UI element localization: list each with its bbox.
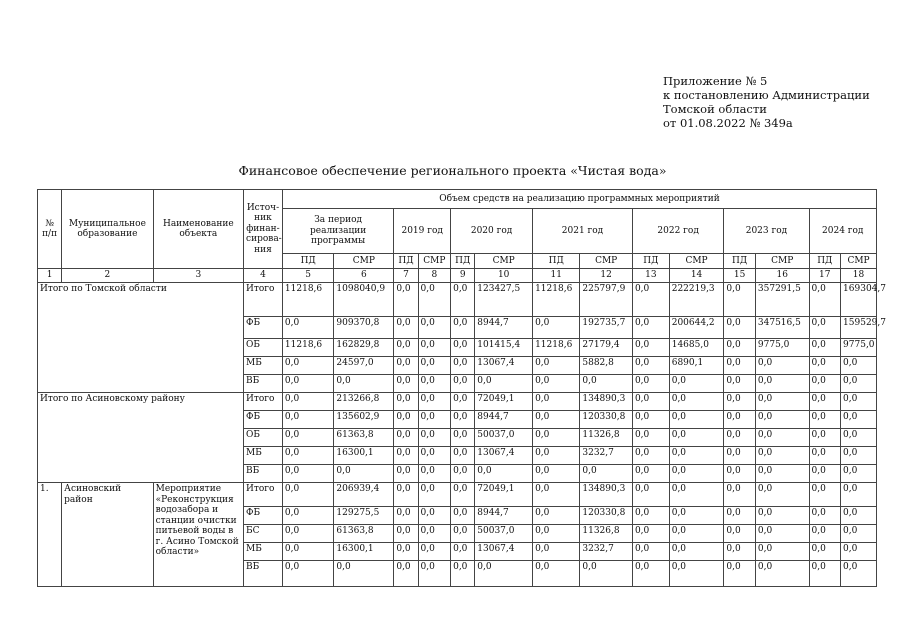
item-object: Мероприятие «Реконструкция водозабора и станции очистки питьевой воды в г. Асино Томской области» [153, 483, 243, 587]
appendix-line: Томской области [663, 102, 767, 116]
value-cell: 0,0 [394, 543, 418, 561]
value-cell: 0,0 [669, 543, 724, 561]
value-cell: 0,0 [282, 561, 334, 587]
value-cell: 3232,7 [580, 447, 633, 465]
value-cell: 8944,7 [475, 411, 533, 429]
value-cell: 0,0 [418, 447, 451, 465]
value-cell: 0,0 [841, 447, 877, 465]
value-cell: 0,0 [724, 543, 756, 561]
value-cell: 120330,8 [580, 411, 633, 429]
value-cell: 0,0 [475, 375, 533, 393]
value-cell: 0,0 [394, 411, 418, 429]
column-number: 16 [755, 269, 809, 283]
header-year: 2024 год [809, 209, 876, 254]
value-cell: 0,0 [451, 543, 475, 561]
value-cell: 9775,0 [755, 339, 809, 357]
header-pd: ПД [632, 254, 669, 269]
value-cell: 0,0 [724, 339, 756, 357]
funding-source: ФБ [244, 507, 283, 525]
value-cell: 0,0 [282, 483, 334, 507]
header-smr: СМР [755, 254, 809, 269]
table-row [38, 393, 877, 411]
value-cell: 0,0 [533, 317, 580, 339]
value-cell: 225797,9 [580, 283, 633, 317]
column-number: 11 [533, 269, 580, 283]
value-cell: 0,0 [533, 429, 580, 447]
value-cell: 27179,4 [580, 339, 633, 357]
column-number: 9 [451, 269, 475, 283]
value-cell: 0,0 [418, 561, 451, 587]
value-cell: 0,0 [809, 483, 841, 507]
value-cell: 16300,1 [334, 543, 394, 561]
value-cell: 0,0 [809, 507, 841, 525]
value-cell: 5882,8 [580, 357, 633, 375]
value-cell: 129275,5 [334, 507, 394, 525]
value-cell: 0,0 [632, 561, 669, 587]
value-cell: 0,0 [334, 465, 394, 483]
value-cell: 0,0 [451, 411, 475, 429]
value-cell: 357291,5 [755, 283, 809, 317]
column-number: 15 [724, 269, 756, 283]
value-cell: 0,0 [418, 357, 451, 375]
value-cell: 50037,0 [475, 429, 533, 447]
value-cell: 0,0 [724, 375, 756, 393]
value-cell: 0,0 [841, 411, 877, 429]
value-cell: 0,0 [755, 357, 809, 375]
value-cell: 0,0 [394, 483, 418, 507]
value-cell: 13067,4 [475, 357, 533, 375]
value-cell: 0,0 [632, 411, 669, 429]
value-cell: 0,0 [755, 447, 809, 465]
column-number: 18 [841, 269, 877, 283]
value-cell: 0,0 [809, 283, 841, 317]
value-cell: 0,0 [418, 507, 451, 525]
value-cell: 0,0 [809, 561, 841, 587]
value-cell: 200644,2 [669, 317, 724, 339]
value-cell: 0,0 [451, 393, 475, 411]
funding-source: Итого [244, 283, 283, 317]
value-cell: 0,0 [724, 507, 756, 525]
appendix-line: к постановлению Администрации [663, 88, 870, 102]
value-cell: 11218,6 [282, 283, 334, 317]
value-cell: 0,0 [580, 465, 633, 483]
value-cell: 0,0 [632, 429, 669, 447]
value-cell: 0,0 [451, 339, 475, 357]
value-cell: 0,0 [841, 375, 877, 393]
funding-source: ВБ [244, 465, 283, 483]
value-cell: 0,0 [282, 429, 334, 447]
value-cell: 8944,7 [475, 317, 533, 339]
value-cell: 0,0 [418, 525, 451, 543]
value-cell: 0,0 [724, 357, 756, 375]
value-cell: 0,0 [580, 375, 633, 393]
value-cell: 0,0 [282, 525, 334, 543]
value-cell: 13067,4 [475, 543, 533, 561]
value-cell: 0,0 [669, 483, 724, 507]
value-cell: 0,0 [724, 561, 756, 587]
value-cell: 0,0 [533, 543, 580, 561]
value-cell: 0,0 [334, 375, 394, 393]
value-cell: 0,0 [533, 393, 580, 411]
value-cell: 0,0 [632, 375, 669, 393]
value-cell: 72049,1 [475, 393, 533, 411]
value-cell: 0,0 [533, 507, 580, 525]
header-year: 2020 год [451, 209, 533, 254]
value-cell: 0,0 [724, 317, 756, 339]
value-cell: 0,0 [841, 525, 877, 543]
funding-source: Итого [244, 393, 283, 411]
value-cell: 101415,4 [475, 339, 533, 357]
value-cell: 0,0 [724, 283, 756, 317]
value-cell: 0,0 [841, 465, 877, 483]
value-cell: 0,0 [841, 357, 877, 375]
value-cell: 0,0 [632, 465, 669, 483]
header-smr: СМР [580, 254, 633, 269]
value-cell: 0,0 [809, 411, 841, 429]
value-cell: 0,0 [533, 465, 580, 483]
value-cell: 134890,3 [580, 393, 633, 411]
value-cell: 0,0 [809, 393, 841, 411]
value-cell: 9775,0 [841, 339, 877, 357]
value-cell: 0,0 [809, 317, 841, 339]
value-cell: 0,0 [841, 483, 877, 507]
header-pd: ПД [451, 254, 475, 269]
column-number: 3 [153, 269, 243, 283]
column-number: 7 [394, 269, 418, 283]
column-number: 5 [282, 269, 334, 283]
column-number: 12 [580, 269, 633, 283]
value-cell: 0,0 [282, 507, 334, 525]
value-cell: 0,0 [418, 429, 451, 447]
value-cell: 0,0 [475, 465, 533, 483]
column-number: 4 [244, 269, 283, 283]
value-cell: 0,0 [451, 525, 475, 543]
value-cell: 0,0 [533, 561, 580, 587]
value-cell: 16300,1 [334, 447, 394, 465]
value-cell: 0,0 [632, 525, 669, 543]
value-cell: 0,0 [724, 525, 756, 543]
funding-source: БС [244, 525, 283, 543]
value-cell: 0,0 [418, 393, 451, 411]
funding-source: ОБ [244, 429, 283, 447]
value-cell: 0,0 [533, 357, 580, 375]
column-number: 1 [38, 269, 62, 283]
value-cell: 0,0 [394, 447, 418, 465]
funding-source: МБ [244, 357, 283, 375]
value-cell: 0,0 [809, 543, 841, 561]
value-cell: 0,0 [632, 507, 669, 525]
column-number: 14 [669, 269, 724, 283]
item-municipality: Асиновский район [62, 483, 153, 587]
value-cell: 0,0 [282, 411, 334, 429]
value-cell: 0,0 [755, 465, 809, 483]
value-cell: 0,0 [669, 411, 724, 429]
funding-source: ФБ [244, 411, 283, 429]
value-cell: 11326,8 [580, 525, 633, 543]
header-smr: СМР [841, 254, 877, 269]
value-cell: 24597,0 [334, 357, 394, 375]
value-cell: 0,0 [724, 465, 756, 483]
value-cell: 0,0 [809, 447, 841, 465]
value-cell: 0,0 [533, 375, 580, 393]
value-cell: 0,0 [809, 339, 841, 357]
header-object: Наименование объекта [153, 190, 243, 269]
header-municipality: Муниципальное образование [62, 190, 153, 269]
funding-source: ВБ [244, 375, 283, 393]
column-number: 6 [334, 269, 394, 283]
value-cell: 0,0 [669, 561, 724, 587]
value-cell: 0,0 [632, 483, 669, 507]
value-cell: 0,0 [755, 429, 809, 447]
header-year: 2023 год [724, 209, 809, 254]
value-cell: 0,0 [755, 525, 809, 543]
value-cell: 0,0 [724, 429, 756, 447]
value-cell: 0,0 [669, 429, 724, 447]
value-cell: 909370,8 [334, 317, 394, 339]
value-cell: 11326,8 [580, 429, 633, 447]
value-cell: 61363,8 [334, 429, 394, 447]
column-number: 2 [62, 269, 153, 283]
header-year: 2022 год [632, 209, 723, 254]
value-cell: 0,0 [418, 483, 451, 507]
value-cell: 0,0 [334, 561, 394, 587]
value-cell: 0,0 [755, 393, 809, 411]
value-cell: 0,0 [282, 317, 334, 339]
value-cell: 0,0 [418, 465, 451, 483]
value-cell: 0,0 [755, 375, 809, 393]
value-cell: 0,0 [394, 317, 418, 339]
value-cell: 0,0 [394, 339, 418, 357]
header-pd: ПД [724, 254, 756, 269]
value-cell: 0,0 [451, 317, 475, 339]
value-cell: 0,0 [451, 283, 475, 317]
item-number: 1. [38, 483, 62, 587]
funding-source: МБ [244, 447, 283, 465]
header-pd: ПД [809, 254, 841, 269]
value-cell: 0,0 [669, 465, 724, 483]
value-cell: 123427,5 [475, 283, 533, 317]
value-cell: 192735,7 [580, 317, 633, 339]
value-cell: 0,0 [841, 429, 877, 447]
header-smr: СМР [475, 254, 533, 269]
value-cell: 0,0 [451, 447, 475, 465]
value-cell: 61363,8 [334, 525, 394, 543]
value-cell: 0,0 [632, 393, 669, 411]
value-cell: 50037,0 [475, 525, 533, 543]
header-volume: Объем средств на реализацию программных мероприятий [282, 190, 876, 209]
value-cell: 0,0 [451, 429, 475, 447]
value-cell: 0,0 [533, 411, 580, 429]
value-cell: 0,0 [632, 357, 669, 375]
value-cell: 0,0 [724, 393, 756, 411]
document-title: Финансовое обеспечение регионального проекта «Чистая вода» [238, 163, 667, 178]
value-cell: 213266,8 [334, 393, 394, 411]
appendix-line: Приложение № 5 [663, 74, 768, 88]
value-cell: 0,0 [451, 483, 475, 507]
table-row [38, 283, 877, 317]
value-cell: 0,0 [755, 411, 809, 429]
header-year: 2019 год [394, 209, 451, 254]
header-pd: ПД [394, 254, 418, 269]
value-cell: 0,0 [632, 543, 669, 561]
value-cell: 0,0 [451, 507, 475, 525]
value-cell: 0,0 [841, 561, 877, 587]
value-cell: 0,0 [533, 525, 580, 543]
value-cell: 206939,4 [334, 483, 394, 507]
value-cell: 0,0 [394, 507, 418, 525]
value-cell: 0,0 [418, 339, 451, 357]
header-pd: ПД [282, 254, 334, 269]
header-smr: СМР [418, 254, 451, 269]
value-cell: 0,0 [282, 357, 334, 375]
value-cell: 0,0 [755, 561, 809, 587]
column-number: 17 [809, 269, 841, 283]
value-cell: 0,0 [809, 465, 841, 483]
value-cell: 0,0 [632, 283, 669, 317]
value-cell: 0,0 [755, 483, 809, 507]
value-cell: 159529,7 [841, 317, 877, 339]
value-cell: 8944,7 [475, 507, 533, 525]
value-cell: 0,0 [282, 447, 334, 465]
value-cell: 0,0 [632, 317, 669, 339]
header-pd: ПД [533, 254, 580, 269]
value-cell: 0,0 [724, 447, 756, 465]
value-cell: 11218,6 [533, 283, 580, 317]
funding-source: Итого [244, 483, 283, 507]
header-period: За период реализации программы [282, 209, 393, 254]
value-cell: 0,0 [724, 411, 756, 429]
value-cell: 135602,9 [334, 411, 394, 429]
value-cell: 0,0 [669, 393, 724, 411]
value-cell: 0,0 [669, 507, 724, 525]
value-cell: 0,0 [394, 525, 418, 543]
value-cell: 0,0 [669, 447, 724, 465]
header-year: 2021 год [533, 209, 633, 254]
funding-source: ВБ [244, 561, 283, 587]
funding-source: МБ [244, 543, 283, 561]
group-label: Итого по Асиновскому району [38, 393, 244, 483]
value-cell: 169304,7 [841, 283, 877, 317]
value-cell: 0,0 [841, 507, 877, 525]
value-cell: 0,0 [669, 375, 724, 393]
value-cell: 0,0 [841, 543, 877, 561]
value-cell: 6890,1 [669, 357, 724, 375]
value-cell: 0,0 [418, 543, 451, 561]
value-cell: 0,0 [394, 357, 418, 375]
value-cell: 0,0 [451, 465, 475, 483]
value-cell: 0,0 [394, 393, 418, 411]
value-cell: 0,0 [418, 317, 451, 339]
value-cell: 72049,1 [475, 483, 533, 507]
value-cell: 0,0 [632, 447, 669, 465]
value-cell: 0,0 [282, 393, 334, 411]
value-cell: 3232,7 [580, 543, 633, 561]
table-row [38, 483, 877, 507]
appendix-line: от 01.08.2022 № 349а [663, 116, 793, 130]
funding-source: ОБ [244, 339, 283, 357]
value-cell: 0,0 [282, 375, 334, 393]
table-body [38, 190, 886, 587]
value-cell: 0,0 [809, 357, 841, 375]
value-cell: 0,0 [580, 561, 633, 587]
value-cell: 0,0 [724, 483, 756, 507]
value-cell: 0,0 [418, 283, 451, 317]
value-cell: 0,0 [809, 525, 841, 543]
funding-source: ФБ [244, 317, 283, 339]
value-cell: 13067,4 [475, 447, 533, 465]
header-num: № п/п [38, 190, 62, 269]
value-cell: 11218,6 [533, 339, 580, 357]
column-number: 13 [632, 269, 669, 283]
value-cell: 120330,8 [580, 507, 633, 525]
value-cell: 0,0 [282, 543, 334, 561]
header-source: Источ-ник финан-сирова-ния [244, 190, 283, 269]
value-cell: 0,0 [394, 561, 418, 587]
value-cell: 0,0 [282, 465, 334, 483]
header-smr: СМР [669, 254, 724, 269]
value-cell: 0,0 [632, 339, 669, 357]
value-cell: 0,0 [394, 429, 418, 447]
value-cell: 0,0 [394, 283, 418, 317]
value-cell: 0,0 [533, 447, 580, 465]
value-cell: 0,0 [755, 543, 809, 561]
value-cell: 14685,0 [669, 339, 724, 357]
appendix-block [663, 74, 870, 130]
value-cell: 0,0 [418, 411, 451, 429]
value-cell: 0,0 [475, 561, 533, 587]
group-label: Итого по Томской области [38, 283, 244, 393]
value-cell: 0,0 [755, 507, 809, 525]
value-cell: 0,0 [669, 525, 724, 543]
column-number: 8 [418, 269, 451, 283]
value-cell: 1098040,9 [334, 283, 394, 317]
value-cell: 0,0 [533, 483, 580, 507]
financing-table [37, 189, 886, 587]
value-cell: 0,0 [451, 357, 475, 375]
value-cell: 222219,3 [669, 283, 724, 317]
value-cell: 0,0 [451, 375, 475, 393]
value-cell: 0,0 [394, 375, 418, 393]
value-cell: 0,0 [451, 561, 475, 587]
value-cell: 0,0 [809, 375, 841, 393]
value-cell: 0,0 [841, 393, 877, 411]
value-cell: 0,0 [418, 375, 451, 393]
value-cell: 347516,5 [755, 317, 809, 339]
value-cell: 11218,6 [282, 339, 334, 357]
value-cell: 0,0 [394, 465, 418, 483]
value-cell: 134890,3 [580, 483, 633, 507]
header-smr: СМР [334, 254, 394, 269]
column-number: 10 [475, 269, 533, 283]
value-cell: 0,0 [809, 429, 841, 447]
value-cell: 162829,8 [334, 339, 394, 357]
